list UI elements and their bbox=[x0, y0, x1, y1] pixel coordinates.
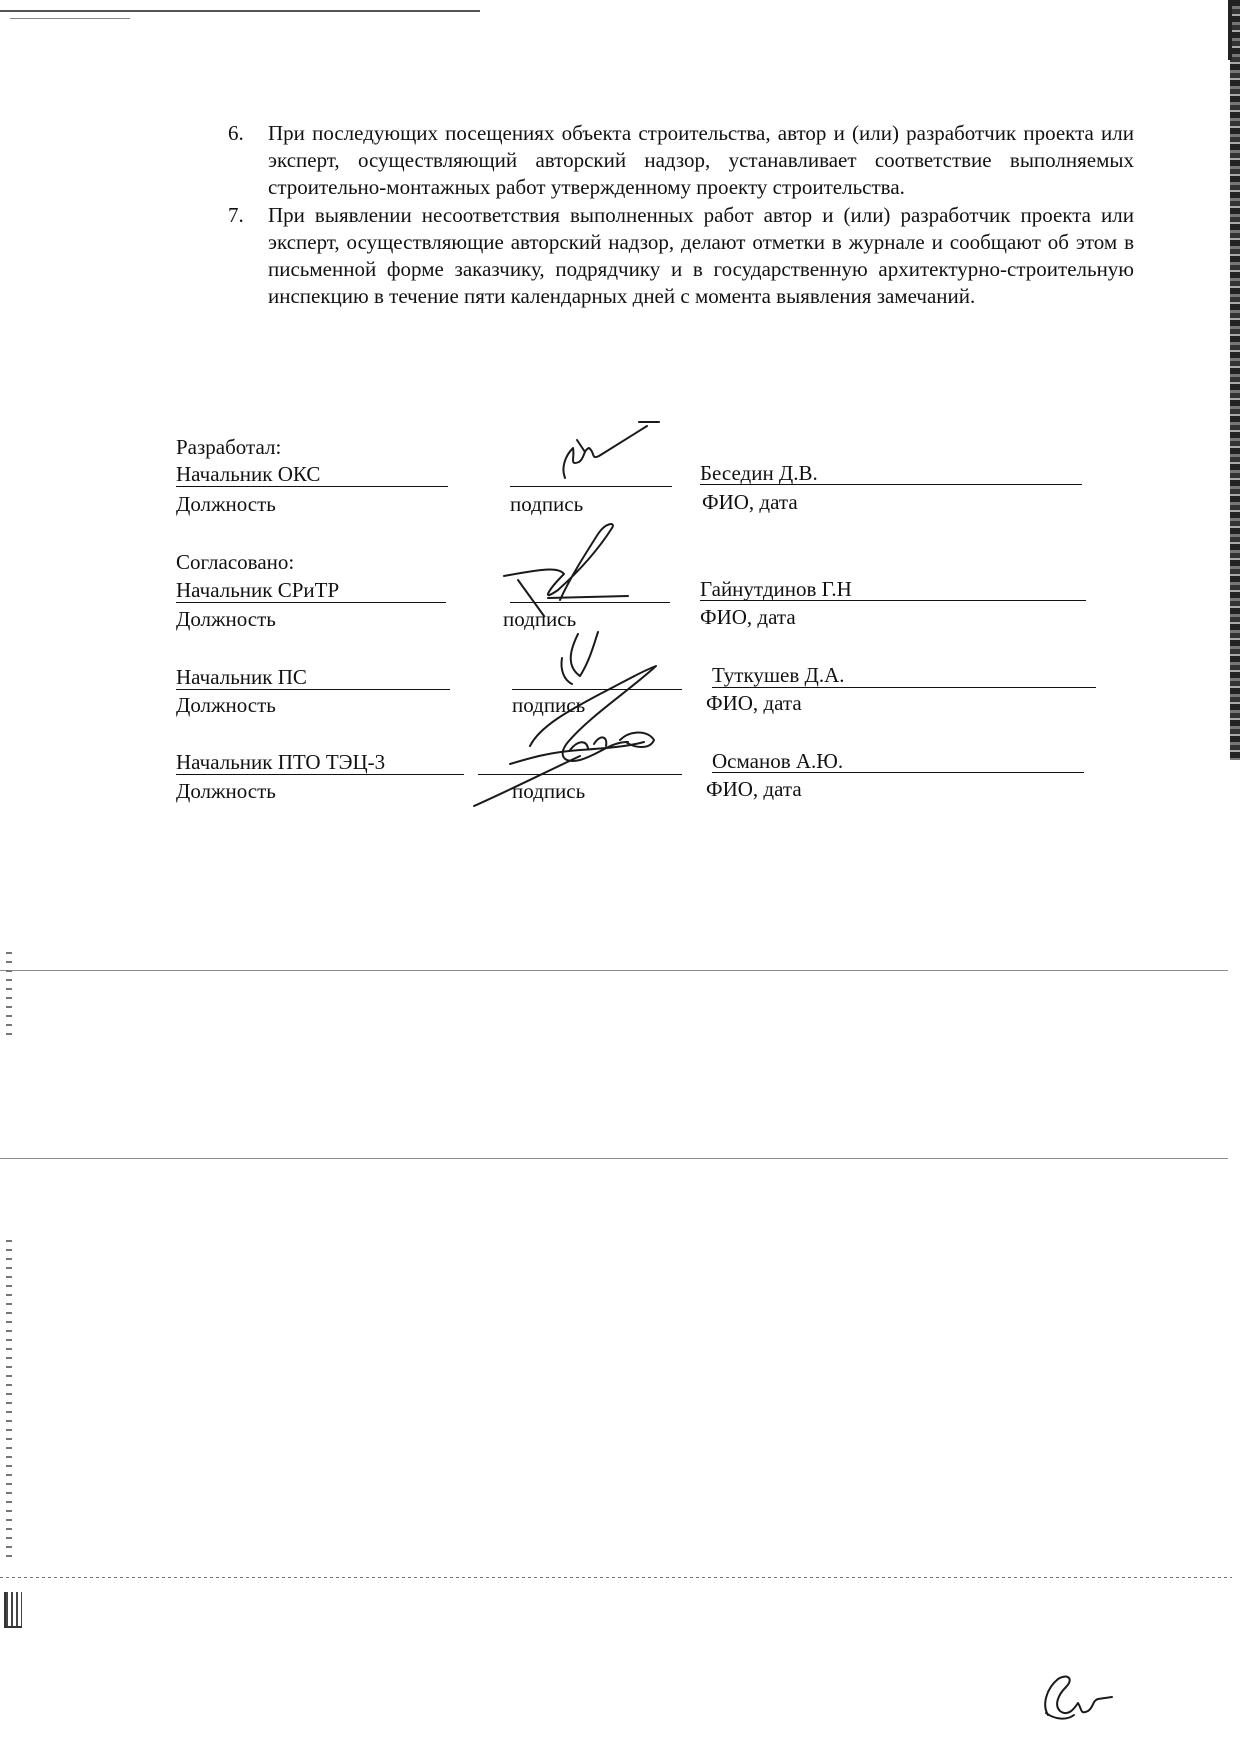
position-caption: Должность bbox=[176, 779, 276, 803]
position-title: Начальник ПС bbox=[176, 665, 307, 689]
name-underline bbox=[700, 600, 1086, 601]
position-title: Начальник ОКС bbox=[176, 462, 321, 486]
name-caption: ФИО, дата bbox=[706, 691, 802, 715]
name-underline bbox=[700, 484, 1082, 485]
scan-artifact-line bbox=[0, 1577, 1232, 1578]
position-title: Начальник ПТО ТЭЦ-3 bbox=[176, 750, 386, 774]
name-caption: ФИО, дата bbox=[702, 490, 798, 514]
position-caption: Должность bbox=[176, 492, 276, 516]
list-item-number: 7. bbox=[228, 203, 244, 227]
position-underline bbox=[176, 486, 448, 487]
full-name: Беседин Д.В. bbox=[700, 461, 818, 485]
signature-caption: подпись bbox=[512, 693, 586, 717]
position-caption: Должность bbox=[176, 693, 276, 717]
list-item-text: При выявлении несоответствия выполненных работ автор и (или) разработчик проекта или эксперт, осуществляющие авторский надзор, делают отметки в журнале и сообщают об этом в письменной форме заказчику, подрядчику и в государственную архитектурно-строительную инспекцию в течение пяти календарных дней с момента выявления замечаний. bbox=[268, 203, 1134, 308]
scan-artifact-marks bbox=[6, 952, 12, 1037]
agreed-label: Согласовано: bbox=[176, 550, 295, 574]
handwritten-initials-icon bbox=[1040, 1665, 1120, 1725]
handwritten-signature-icon bbox=[555, 418, 665, 488]
scan-artifact-marks bbox=[4, 1592, 22, 1628]
full-name: Туткушев Д.А. bbox=[712, 663, 845, 687]
name-underline bbox=[712, 687, 1096, 688]
scan-artifact-marks bbox=[6, 1240, 12, 1560]
position-underline bbox=[176, 689, 450, 690]
scan-artifact-line bbox=[0, 1158, 1228, 1159]
name-caption: ФИО, дата bbox=[706, 777, 802, 801]
position-caption: Должность bbox=[176, 607, 276, 631]
signature-caption: подпись bbox=[503, 607, 577, 631]
position-underline bbox=[176, 602, 446, 603]
list-item-text: При последующих посещениях объекта строительства, автор и (или) разработчик проекта или эксперт, осуществляющий авторский надзор, устанавливает соответствие выполняемых строительно-монтажных работ утвержденному проекту строительства. bbox=[268, 121, 1134, 199]
position-title: Начальник СРиТР bbox=[176, 578, 340, 602]
name-caption: ФИО, дата bbox=[700, 605, 796, 629]
position-underline bbox=[176, 774, 464, 775]
full-name: Гайнутдинов Г.Н bbox=[700, 577, 852, 601]
signature-caption: подпись bbox=[510, 492, 584, 516]
developed-label: Разработал: bbox=[176, 435, 282, 459]
scan-artifact-line bbox=[0, 970, 1228, 971]
signature-caption: подпись bbox=[512, 779, 586, 803]
full-name: Османов А.Ю. bbox=[712, 749, 844, 773]
handwritten-signature-icon bbox=[470, 630, 700, 815]
list-item-number: 6. bbox=[228, 121, 244, 145]
handwritten-signature-icon bbox=[498, 520, 648, 630]
name-underline bbox=[712, 772, 1084, 773]
